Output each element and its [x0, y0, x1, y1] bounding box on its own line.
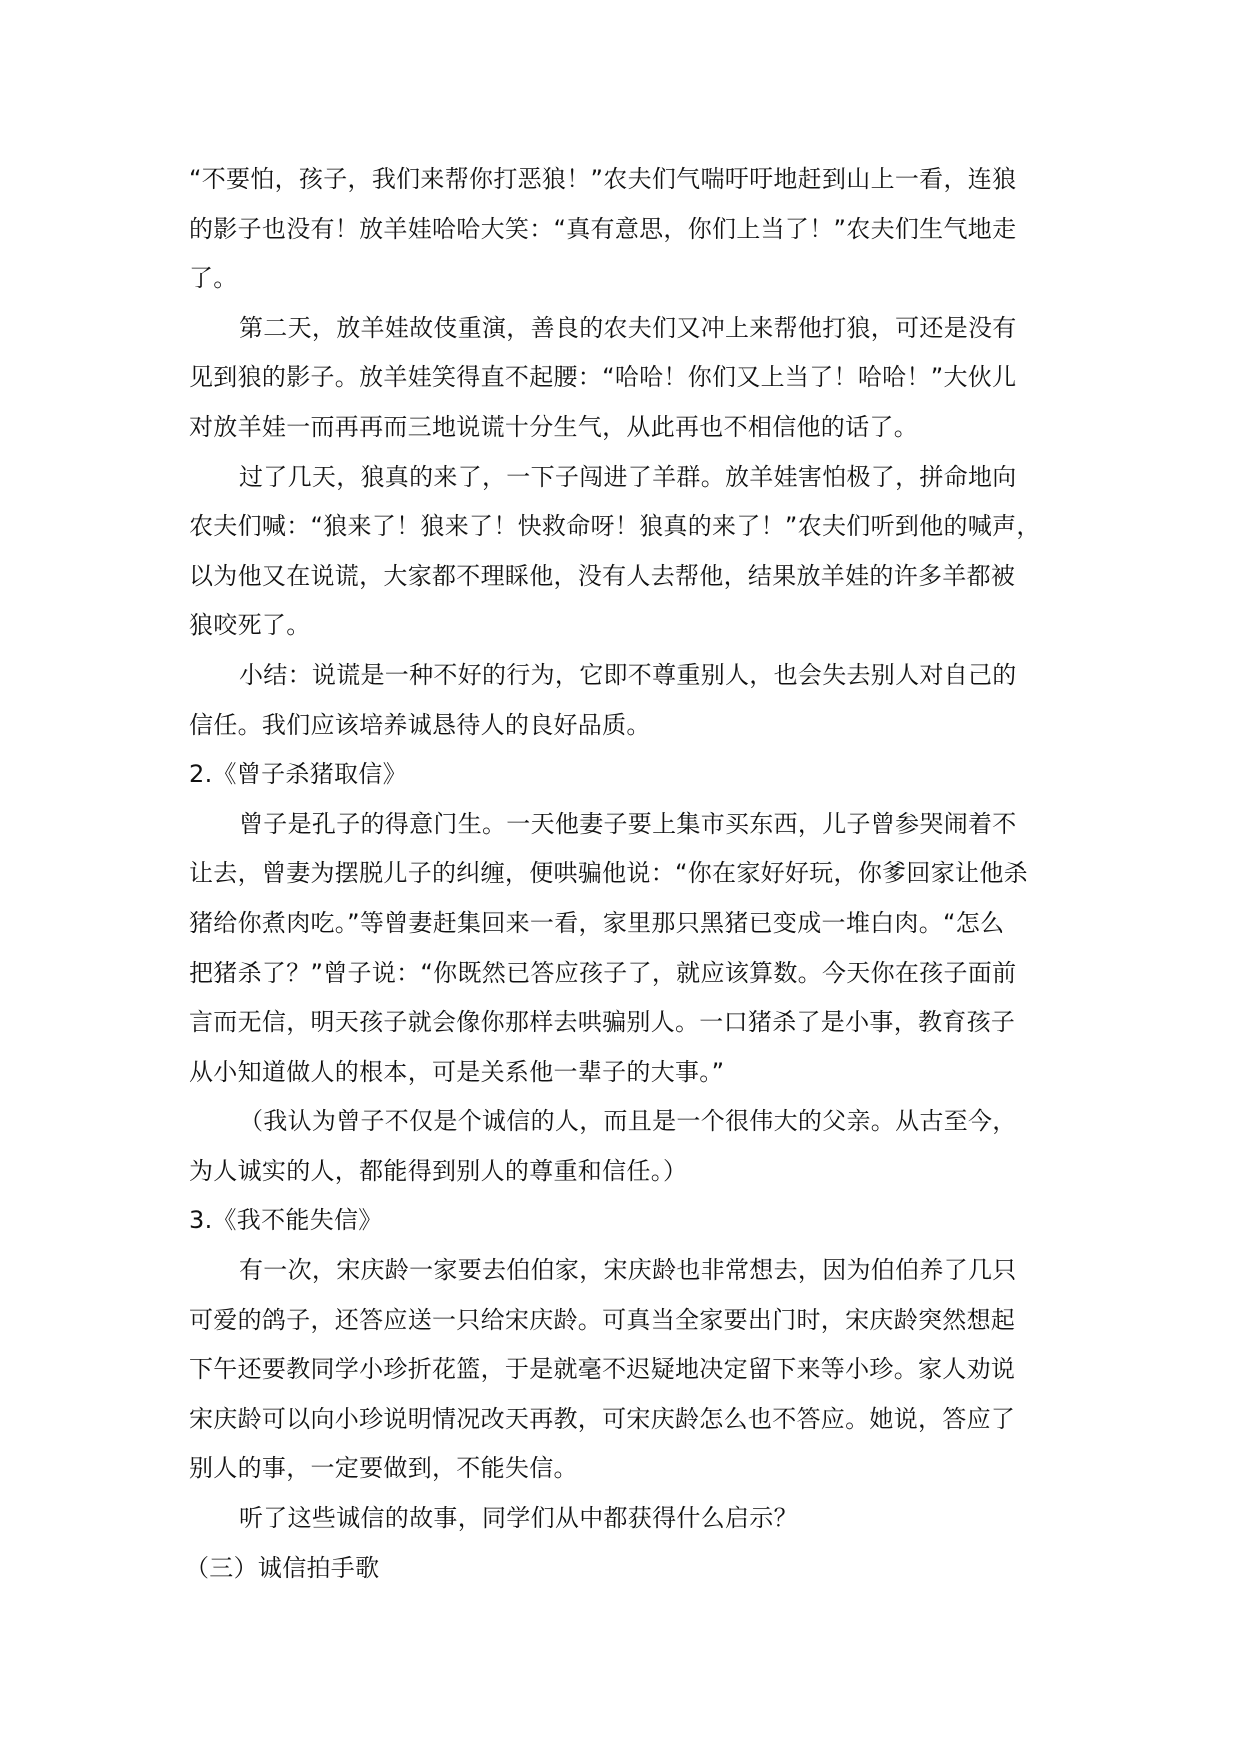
text-line: 了。 — [189, 264, 238, 293]
text-line: （我认为曾子不仅是个诚信的人，而且是一个很伟大的父亲。从古至今， — [239, 1107, 1017, 1136]
text-line: 的影子也没有！放羊娃哈哈大笑：“真有意思，你们上当了！”农夫们生气地走 — [189, 214, 1017, 243]
text-line: 把猪杀了？”曾子说：“你既然已答应孩子了，就应该算数。今天你在孩子面前 — [189, 958, 1017, 987]
text-line: 农夫们喊：“狼来了！狼来了！快救命呀！狼真的来了！”农夫们听到他的喊声， — [189, 512, 1041, 541]
section-heading: （三）诚信拍手歌 — [185, 1553, 380, 1582]
text-line: 可爱的鸽子，还答应送一只给宋庆龄。可真当全家要出门时，宋庆龄突然想起 — [189, 1305, 1016, 1334]
text-line: 信任。我们应该培养诚恳待人的良好品质。 — [189, 710, 651, 739]
document-page — [185, 155, 1069, 1593]
text-line: 宋庆龄可以向小珍说明情况改天再教，可宋庆龄怎么也不答应。她说，答应了 — [189, 1404, 1016, 1433]
text-line: 第二天，放羊娃故伎重演，善良的农夫们又冲上来帮他打狼，可还是没有 — [239, 313, 1017, 342]
text-line: 曾子是孔子的得意门生。一天他妻子要上集市买东西，儿子曾参哭闹着不 — [239, 809, 1017, 838]
text-line: 小结：说谎是一种不好的行为，它即不尊重别人，也会失去别人对自己的 — [239, 660, 1017, 689]
section-heading: 2.《曾子杀猪取信》 — [189, 760, 407, 789]
text-line: 有一次，宋庆龄一家要去伯伯家，宋庆龄也非常想去，因为伯伯养了几只 — [239, 1256, 1017, 1285]
text-line: 以为他又在说谎，大家都不理睬他，没有人去帮他，结果放羊娃的许多羊都被 — [189, 561, 1016, 590]
text-line: 过了几天，狼真的来了，一下子闯进了羊群。放羊娃害怕极了，拼命地向 — [239, 462, 1017, 491]
text-line: 听了这些诚信的故事，同学们从中都获得什么启示？ — [239, 1504, 798, 1533]
text-line: 狼咬死了。 — [189, 611, 311, 640]
text-line: 猪给你煮肉吃。”等曾妻赶集回来一看，家里那只黑猪已变成一堆白肉。“怎么 — [189, 908, 1005, 937]
text-line: “不要怕，孩子，我们来帮你打恶狼！”农夫们气喘吁吁地赶到山上一看，连狼 — [189, 165, 1017, 193]
section-heading: 3.《我不能失信》 — [189, 1206, 383, 1235]
text-line: 言而无信，明天孩子就会像你那样去哄骗别人。一口猪杀了是小事，教育孩子 — [189, 1008, 1016, 1037]
text-line: 见到狼的影子。放羊娃笑得直不起腰：“哈哈！你们又上当了！哈哈！”大伙儿 — [189, 363, 1017, 392]
text-line: 下午还要教同学小珍折花篮，于是就毫不迟疑地决定留下来等小珍。家人劝说 — [189, 1355, 1016, 1384]
text-line: 让去，曾妻为摆脱儿子的纠缠，便哄骗他说：“你在家好好玩，你爹回家让他杀 — [189, 859, 1028, 888]
text-line: 为人诚实的人，都能得到别人的尊重和信任。） — [189, 1156, 688, 1185]
text-line: 从小知道做人的根本，可是关系他一辈子的大事。” — [189, 1057, 725, 1086]
text-line: 对放羊娃一而再再而三地说谎十分生气，从此再也不相信他的话了。 — [189, 412, 918, 441]
text-line: 别人的事，一定要做到，不能失信。 — [189, 1454, 578, 1483]
